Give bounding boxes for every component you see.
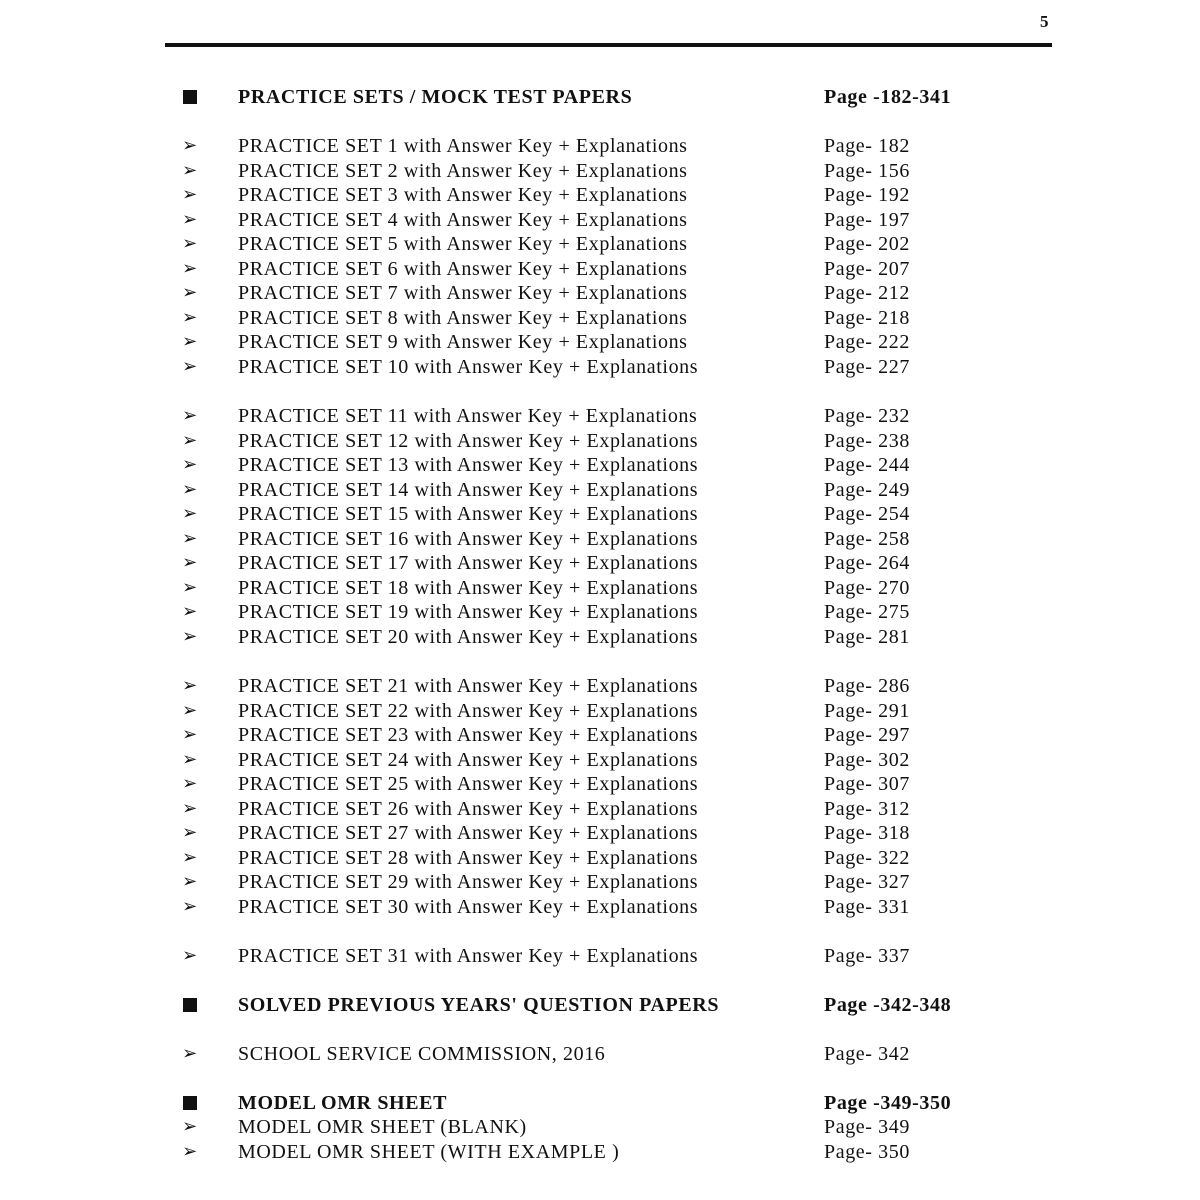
toc-entry — [0, 600, 1200, 624]
toc-entry-page: Page- 244 — [824, 454, 910, 476]
arrow-bullet-icon — [179, 1042, 201, 1066]
toc-entry-page: Page -342-348 — [824, 994, 952, 1016]
toc-entry — [0, 576, 1200, 600]
toc-entry — [0, 1115, 1200, 1139]
arrow-bullet-glyph: ➢ — [182, 405, 198, 426]
arrow-bullet-glyph: ➢ — [182, 356, 198, 377]
arrow-bullet-icon — [179, 281, 201, 305]
arrow-bullet-glyph: ➢ — [182, 503, 198, 524]
toc-entry-title: PRACTICE SET 16 with Answer Key + Explanations — [238, 528, 699, 550]
toc-section-heading — [0, 85, 1200, 109]
toc-entry-page: Page- 254 — [824, 503, 910, 525]
toc-entry-title: PRACTICE SET 18 with Answer Key + Explanations — [238, 577, 699, 599]
arrow-bullet-icon — [179, 183, 201, 207]
toc-entry-page: Page- 331 — [824, 896, 910, 918]
toc-entry-title: PRACTICE SET 21 with Answer Key + Explanations — [238, 675, 699, 697]
arrow-bullet-glyph: ➢ — [182, 1043, 198, 1064]
arrow-bullet-icon — [179, 232, 201, 256]
toc-entry-page: Page- 322 — [824, 847, 910, 869]
arrow-bullet-glyph: ➢ — [182, 479, 198, 500]
toc-entry-page: Page- 286 — [824, 675, 910, 697]
toc-entry-page: Page- 218 — [824, 307, 910, 329]
toc-entry-title: PRACTICE SET 30 with Answer Key + Explanations — [238, 896, 699, 918]
toc-entry-page: Page- 207 — [824, 258, 910, 280]
toc-entry-page: Page- 212 — [824, 282, 910, 304]
arrow-bullet-glyph: ➢ — [182, 822, 198, 843]
toc-entry-page: Page- 327 — [824, 871, 910, 893]
toc-entry-page: Page- 342 — [824, 1043, 910, 1065]
toc-entry-title: PRACTICE SET 23 with Answer Key + Explanations — [238, 724, 699, 746]
toc-entry-page: Page- 291 — [824, 700, 910, 722]
toc-section-heading — [0, 1091, 1200, 1115]
toc-entry-page: Page- 302 — [824, 749, 910, 771]
arrow-bullet-glyph: ➢ — [182, 552, 198, 573]
toc-entry-page: Page- 350 — [824, 1141, 910, 1163]
toc-entry — [0, 723, 1200, 747]
arrow-bullet-glyph: ➢ — [182, 724, 198, 745]
square-bullet-icon — [179, 993, 201, 1017]
arrow-bullet-glyph: ➢ — [182, 528, 198, 549]
toc-entry — [0, 699, 1200, 723]
toc-entry-title: PRACTICE SET 19 with Answer Key + Explanations — [238, 601, 699, 623]
toc-entry — [0, 330, 1200, 354]
arrow-bullet-glyph: ➢ — [182, 209, 198, 230]
arrow-bullet-icon — [179, 600, 201, 624]
toc-entry-title: PRACTICE SET 2 with Answer Key + Explanations — [238, 160, 688, 182]
arrow-bullet-glyph: ➢ — [182, 675, 198, 696]
toc-entry-title: SCHOOL SERVICE COMMISSION, 2016 — [238, 1043, 606, 1065]
arrow-bullet-glyph: ➢ — [182, 577, 198, 598]
arrow-bullet-icon — [179, 453, 201, 477]
toc-entry-page: Page -182-341 — [824, 86, 952, 108]
toc-entry-page: Page- 275 — [824, 601, 910, 623]
arrow-bullet-glyph: ➢ — [182, 184, 198, 205]
toc-entry-page: Page- 337 — [824, 945, 910, 967]
toc-entry-title: PRACTICE SET 14 with Answer Key + Explanations — [238, 479, 699, 501]
toc-entry-page: Page- 318 — [824, 822, 910, 844]
arrow-bullet-icon — [179, 478, 201, 502]
toc-entry — [0, 281, 1200, 305]
toc-entry-title: PRACTICE SET 6 with Answer Key + Explanations — [238, 258, 688, 280]
arrow-bullet-icon — [179, 1140, 201, 1164]
toc-entry-title: PRACTICE SET 4 with Answer Key + Explanations — [238, 209, 688, 231]
square-bullet-icon — [179, 85, 201, 109]
arrow-bullet-icon — [179, 576, 201, 600]
toc-entry-title: PRACTICE SET 15 with Answer Key + Explanations — [238, 503, 699, 525]
arrow-bullet-icon — [179, 306, 201, 330]
toc-entry-title: PRACTICE SET 24 with Answer Key + Explanations — [238, 749, 699, 771]
toc-section-heading — [0, 993, 1200, 1017]
arrow-bullet-icon — [179, 846, 201, 870]
arrow-bullet-glyph: ➢ — [182, 896, 198, 917]
toc-entry-page: Page- 227 — [824, 356, 910, 378]
arrow-bullet-glyph: ➢ — [182, 282, 198, 303]
toc-entry-title: PRACTICE SET 20 with Answer Key + Explanations — [238, 626, 699, 648]
toc-entry-title: PRACTICE SET 17 with Answer Key + Explanations — [238, 552, 699, 574]
toc-entry-title: PRACTICE SET 28 with Answer Key + Explanations — [238, 847, 699, 869]
toc-entry — [0, 306, 1200, 330]
arrow-bullet-glyph: ➢ — [182, 847, 198, 868]
arrow-bullet-icon — [179, 502, 201, 526]
toc-entry-page: Page- 297 — [824, 724, 910, 746]
arrow-bullet-glyph: ➢ — [182, 945, 198, 966]
toc-entry-page: Page- 249 — [824, 479, 910, 501]
square-bullet-shape — [183, 90, 197, 104]
toc-entry — [0, 846, 1200, 870]
toc-entry — [0, 674, 1200, 698]
arrow-bullet-icon — [179, 404, 201, 428]
arrow-bullet-glyph: ➢ — [182, 331, 198, 352]
arrow-bullet-glyph: ➢ — [182, 258, 198, 279]
arrow-bullet-glyph: ➢ — [182, 233, 198, 254]
arrow-bullet-glyph: ➢ — [182, 307, 198, 328]
arrow-bullet-icon — [179, 674, 201, 698]
toc-entry — [0, 895, 1200, 919]
toc-entry — [0, 944, 1200, 968]
toc-entry-page: Page- 281 — [824, 626, 910, 648]
toc-entry-title: MODEL OMR SHEET (WITH EXAMPLE ) — [238, 1141, 620, 1163]
arrow-bullet-glyph: ➢ — [182, 454, 198, 475]
toc-entry — [0, 1042, 1200, 1066]
arrow-bullet-icon — [179, 159, 201, 183]
toc-entry — [0, 502, 1200, 526]
arrow-bullet-icon — [179, 748, 201, 772]
arrow-bullet-glyph: ➢ — [182, 430, 198, 451]
toc-entry-page: Page- 182 — [824, 135, 910, 157]
toc-entry-title: MODEL OMR SHEET — [238, 1092, 448, 1114]
arrow-bullet-icon — [179, 797, 201, 821]
arrow-bullet-glyph: ➢ — [182, 700, 198, 721]
arrow-bullet-icon — [179, 134, 201, 158]
arrow-bullet-icon — [179, 551, 201, 575]
toc-entry-title: PRACTICE SET 11 with Answer Key + Explanations — [238, 405, 698, 427]
toc-entry — [0, 625, 1200, 649]
arrow-bullet-glyph: ➢ — [182, 601, 198, 622]
toc-entry-title: SOLVED PREVIOUS YEARS' QUESTION PAPERS — [238, 994, 720, 1016]
toc-entry-title: PRACTICE SET 22 with Answer Key + Explanations — [238, 700, 699, 722]
toc-entry-page: Page- 197 — [824, 209, 910, 231]
arrow-bullet-icon — [179, 870, 201, 894]
toc-entry-title: PRACTICE SET 12 with Answer Key + Explanations — [238, 430, 699, 452]
toc-entry-page: Page- 307 — [824, 773, 910, 795]
toc-entry-page: Page- 312 — [824, 798, 910, 820]
arrow-bullet-icon — [179, 821, 201, 845]
arrow-bullet-glyph: ➢ — [182, 1116, 198, 1137]
arrow-bullet-icon — [179, 527, 201, 551]
toc-entry — [0, 429, 1200, 453]
toc-entry — [0, 453, 1200, 477]
toc-entry — [0, 748, 1200, 772]
toc-entry-title: PRACTICE SET 9 with Answer Key + Explanations — [238, 331, 688, 353]
square-bullet-shape — [183, 998, 197, 1012]
arrow-bullet-glyph: ➢ — [182, 773, 198, 794]
arrow-bullet-icon — [179, 723, 201, 747]
toc-entry-page: Page -349-350 — [824, 1092, 952, 1114]
toc-entry-title: PRACTICE SET 27 with Answer Key + Explanations — [238, 822, 699, 844]
arrow-bullet-icon — [179, 429, 201, 453]
toc-entry-title: PRACTICE SET 8 with Answer Key + Explanations — [238, 307, 688, 329]
top-rule — [165, 43, 1052, 47]
toc-entry-title: PRACTICE SET 3 with Answer Key + Explanations — [238, 184, 688, 206]
toc-entry — [0, 183, 1200, 207]
toc-entry — [0, 797, 1200, 821]
toc-entry — [0, 208, 1200, 232]
page-number: 5 — [1040, 12, 1049, 31]
toc-entry-page: Page- 232 — [824, 405, 910, 427]
toc-entry — [0, 772, 1200, 796]
toc-entry-page: Page- 156 — [824, 160, 910, 182]
toc-entry — [0, 478, 1200, 502]
arrow-bullet-glyph: ➢ — [182, 1141, 198, 1162]
toc-entry-title: PRACTICE SETS / MOCK TEST PAPERS — [238, 86, 633, 108]
toc-entry-title: PRACTICE SET 25 with Answer Key + Explanations — [238, 773, 699, 795]
arrow-bullet-glyph: ➢ — [182, 160, 198, 181]
toc-entry — [0, 159, 1200, 183]
arrow-bullet-icon — [179, 1115, 201, 1139]
arrow-bullet-glyph: ➢ — [182, 798, 198, 819]
toc-entry — [0, 404, 1200, 428]
arrow-bullet-glyph: ➢ — [182, 749, 198, 770]
toc-entry-page: Page- 202 — [824, 233, 910, 255]
toc-entry-page: Page- 349 — [824, 1116, 910, 1138]
toc-entry-title: MODEL OMR SHEET (BLANK) — [238, 1116, 527, 1138]
arrow-bullet-icon — [179, 699, 201, 723]
arrow-bullet-icon — [179, 330, 201, 354]
square-bullet-icon — [179, 1091, 201, 1115]
toc-entry — [0, 134, 1200, 158]
toc-entry-page: Page- 192 — [824, 184, 910, 206]
toc-entry-title: PRACTICE SET 29 with Answer Key + Explanations — [238, 871, 699, 893]
toc-entry-title: PRACTICE SET 31 with Answer Key + Explanations — [238, 945, 699, 967]
arrow-bullet-glyph: ➢ — [182, 871, 198, 892]
toc-entry — [0, 870, 1200, 894]
toc-entry-title: PRACTICE SET 26 with Answer Key + Explanations — [238, 798, 699, 820]
arrow-bullet-icon — [179, 944, 201, 968]
toc-entry-title: PRACTICE SET 7 with Answer Key + Explanations — [238, 282, 688, 304]
toc-entry-title: PRACTICE SET 5 with Answer Key + Explanations — [238, 233, 688, 255]
toc-entry-title: PRACTICE SET 13 with Answer Key + Explanations — [238, 454, 699, 476]
toc-entry — [0, 1140, 1200, 1164]
toc-entry — [0, 355, 1200, 379]
arrow-bullet-icon — [179, 257, 201, 281]
arrow-bullet-icon — [179, 355, 201, 379]
toc-entry-title: PRACTICE SET 1 with Answer Key + Explanations — [238, 135, 688, 157]
square-bullet-shape — [183, 1096, 197, 1110]
arrow-bullet-icon — [179, 208, 201, 232]
toc-entry-page: Page- 258 — [824, 528, 910, 550]
arrow-bullet-icon — [179, 772, 201, 796]
toc-entry — [0, 551, 1200, 575]
toc-entry-page: Page- 238 — [824, 430, 910, 452]
toc-entry — [0, 232, 1200, 256]
toc-entry — [0, 821, 1200, 845]
arrow-bullet-icon — [179, 625, 201, 649]
arrow-bullet-glyph: ➢ — [182, 135, 198, 156]
toc-entry — [0, 527, 1200, 551]
toc-entry-page: Page- 222 — [824, 331, 910, 353]
toc-entry-page: Page- 270 — [824, 577, 910, 599]
arrow-bullet-glyph: ➢ — [182, 626, 198, 647]
toc-entry-page: Page- 264 — [824, 552, 910, 574]
arrow-bullet-icon — [179, 895, 201, 919]
toc-entry — [0, 257, 1200, 281]
toc-entry-title: PRACTICE SET 10 with Answer Key + Explanations — [238, 356, 699, 378]
